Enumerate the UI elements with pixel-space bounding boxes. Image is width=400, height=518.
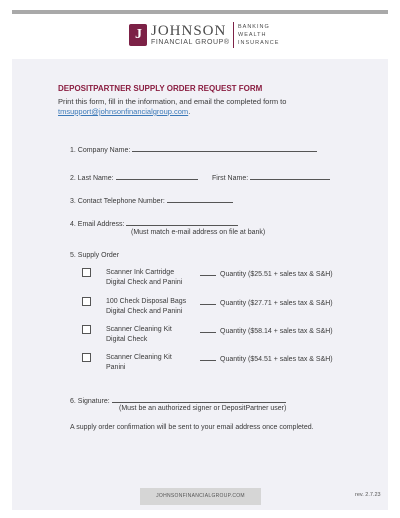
email-field — [70, 219, 238, 228]
email-input[interactable] — [126, 219, 238, 226]
logo-subtitle: FINANCIAL GROUP® — [151, 39, 230, 46]
supply-item-line1: 100 Check Disposal Bags — [106, 298, 187, 305]
form-panel — [12, 59, 388, 510]
intro-period: . — [188, 107, 191, 116]
logo-tags — [238, 23, 279, 47]
supply-order-heading — [70, 252, 119, 259]
first-name-label: First Name: — [212, 175, 249, 182]
supply-item-name — [106, 353, 172, 373]
intro-text: Print this form, fill in the information, and email the completed form to — [58, 97, 287, 106]
supply-item-line1: Scanner Cleaning Kit — [106, 326, 172, 333]
supply-item-quantity — [200, 326, 333, 335]
top-divider-bar — [12, 10, 388, 14]
last-name-field — [70, 173, 198, 182]
supply-item-line2: Digital Check — [106, 336, 148, 343]
quantity-label: Quantity ($25.51 + sales tax & S&H) — [220, 271, 333, 278]
logo-tag-wealth: WEALTH — [238, 32, 267, 38]
logo-name: JOHNSON — [151, 23, 227, 39]
company-name-label: 1. Company Name: — [70, 147, 131, 154]
support-email-link[interactable]: tmsupport@johnsonfinancialgroup.com — [58, 107, 189, 116]
supply-item-checkbox[interactable] — [82, 268, 91, 277]
signature-input[interactable] — [112, 396, 286, 403]
johnson-logo-icon: J — [129, 24, 147, 46]
supply-item-checkbox[interactable] — [82, 353, 91, 362]
quantity-input[interactable] — [200, 298, 216, 305]
supply-item-line1: Scanner Ink Cartridge — [106, 269, 175, 276]
company-name-field — [70, 145, 317, 154]
supply-item-checkbox[interactable] — [82, 325, 91, 334]
last-name-input[interactable] — [116, 173, 198, 180]
company-name-input[interactable] — [132, 145, 317, 152]
first-name-input[interactable] — [250, 173, 330, 180]
email-note: (Must match e-mail address on file at bank) — [131, 229, 266, 236]
supply-item-quantity — [200, 269, 333, 278]
footer-url[interactable]: JOHNSONFINANCIALGROUP.COM — [156, 493, 245, 499]
supply-item-quantity — [200, 354, 333, 363]
revision-label: rev. 2.7.23 — [355, 492, 381, 498]
supply-item-line2: Digital Check and Panini — [106, 279, 183, 286]
supply-item-line2: Digital Check and Panini — [106, 308, 183, 315]
signature-field — [70, 396, 286, 405]
quantity-input[interactable] — [200, 269, 216, 276]
supply-order-label: 5. Supply Order — [70, 252, 120, 259]
form-title: DEPOSITPARTNER SUPPLY ORDER REQUEST FORM — [58, 84, 263, 93]
confirmation-message: A supply order confirmation will be sent to your email address once completed. — [70, 424, 314, 431]
logo-divider — [233, 22, 234, 48]
phone-field — [70, 196, 233, 205]
supply-item-quantity — [200, 298, 333, 307]
supply-item-name — [106, 297, 186, 317]
logo-tag-insurance: INSURANCE — [238, 40, 280, 46]
quantity-label: Quantity ($54.51 + sales tax & S&H) — [220, 356, 333, 363]
supply-item-line1: Scanner Cleaning Kit — [106, 354, 172, 361]
quantity-input[interactable] — [200, 354, 216, 361]
form-intro — [58, 97, 348, 117]
first-name-field — [212, 173, 330, 182]
quantity-input[interactable] — [200, 326, 216, 333]
quantity-label: Quantity ($58.14 + sales tax & S&H) — [220, 328, 333, 335]
supply-item-name — [106, 325, 172, 345]
supply-item-name — [106, 268, 182, 288]
signature-note: (Must be an authorized signer or DepositPartner user) — [119, 405, 287, 412]
phone-label: 3. Contact Telephone Number: — [70, 198, 165, 205]
last-name-label: 2. Last Name: — [70, 175, 114, 182]
supply-item-line2: Panini — [106, 364, 126, 371]
logo-tag-banking: BANKING — [238, 24, 270, 30]
email-label: 4. Email Address: — [70, 221, 125, 228]
signature-label: 6. Signature: — [70, 398, 110, 405]
phone-input[interactable] — [167, 196, 233, 203]
quantity-label: Quantity ($27.71 + sales tax & S&H) — [220, 300, 333, 307]
supply-item-checkbox[interactable] — [82, 297, 91, 306]
